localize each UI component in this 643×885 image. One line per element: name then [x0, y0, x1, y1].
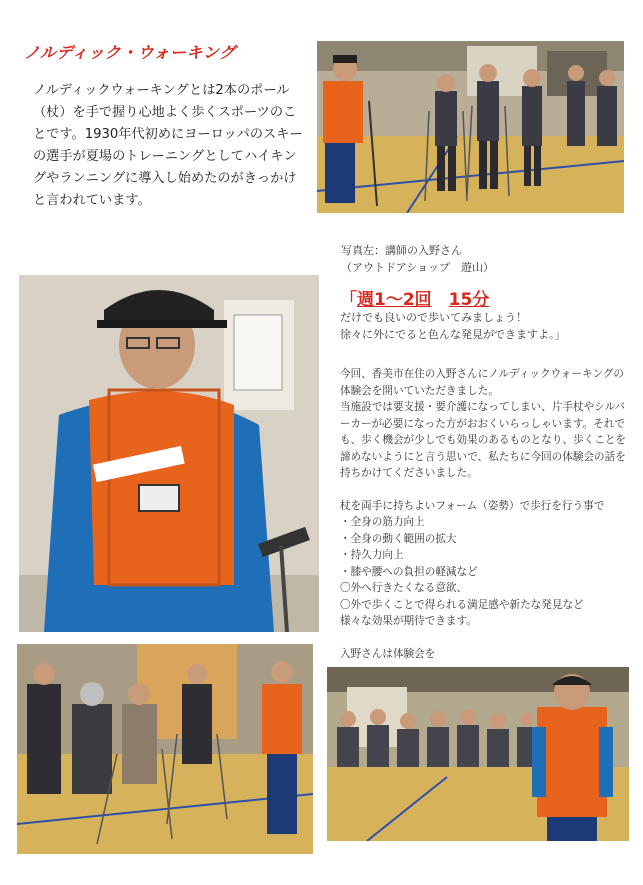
page-title: ノルディック・ウォーキング: [24, 43, 236, 62]
photo-caption: [341, 242, 494, 276]
intro-text: ノルディックウォーキングとは2本のポール（杖）を手で握り心地よく歩くスポーツのことです。1930年代初めにヨーロッパのスキーの選手が夏場のトレーニングとしてハイキングやランニングに導入し始めたのがきっかけと言われています。: [33, 83, 303, 208]
photo-group-walking: [317, 41, 624, 213]
benefit-item: ・持久力向上: [340, 549, 404, 561]
photo-audience: [327, 667, 629, 841]
photo-instructor: [19, 275, 319, 632]
quote-line-2: 徐々に外にでると色んな発見ができますよ。」: [340, 328, 566, 341]
benefit-item: 〇外で歩くことで得られる満足感や新たな発見など: [340, 598, 584, 611]
benefit-item: 様々な効果が期待できます。: [340, 615, 477, 627]
benefit-item: ・全身の動く範囲の拡大: [340, 532, 457, 545]
body-text: [340, 366, 632, 662]
quote-line-1: だけでも良いので歩いてみましょう！: [340, 311, 527, 324]
caption-line-1: 写真左：講師の入野さん: [341, 244, 462, 257]
quote-headline: [340, 292, 630, 309]
benefits-lead: 杖を両手に持ちよいフォーム（姿勢）で歩行を行う事で: [340, 499, 605, 512]
closing-text: 入野さんは体験会を: [340, 647, 436, 660]
benefit-item: ・全身の筋力向上: [340, 516, 425, 528]
body-paragraph-2: 当施設では要支援・要介護になってしまい、片手杖やシルバーカーが必要になった方がおおくいらっしゃいます。それでも、歩く機会が少しでも効果のあるものとなり、歩くことを諦めないようにと言う思いで、私たちに今回の体験会の話を持ちかけてくださいました。: [340, 401, 627, 479]
quote-frequency: 週1～2回: [357, 290, 432, 310]
benefit-item: ・膝や腰への負担の軽減など: [340, 565, 478, 578]
quote-open: 「: [340, 290, 357, 310]
quote-block: [340, 292, 630, 343]
body-paragraph-1: 今回、香美市在住の入野さんにノルディックウォーキングの体験会を開いていただきました。: [340, 368, 625, 397]
intro-paragraph: [33, 80, 303, 212]
photo-practice: [17, 644, 313, 854]
benefit-item: 〇外へ行きたくなる意欲、: [340, 582, 468, 594]
quote-duration: 15分: [448, 290, 490, 310]
caption-line-2: （アウトドアショップ 遊山）: [341, 261, 495, 274]
